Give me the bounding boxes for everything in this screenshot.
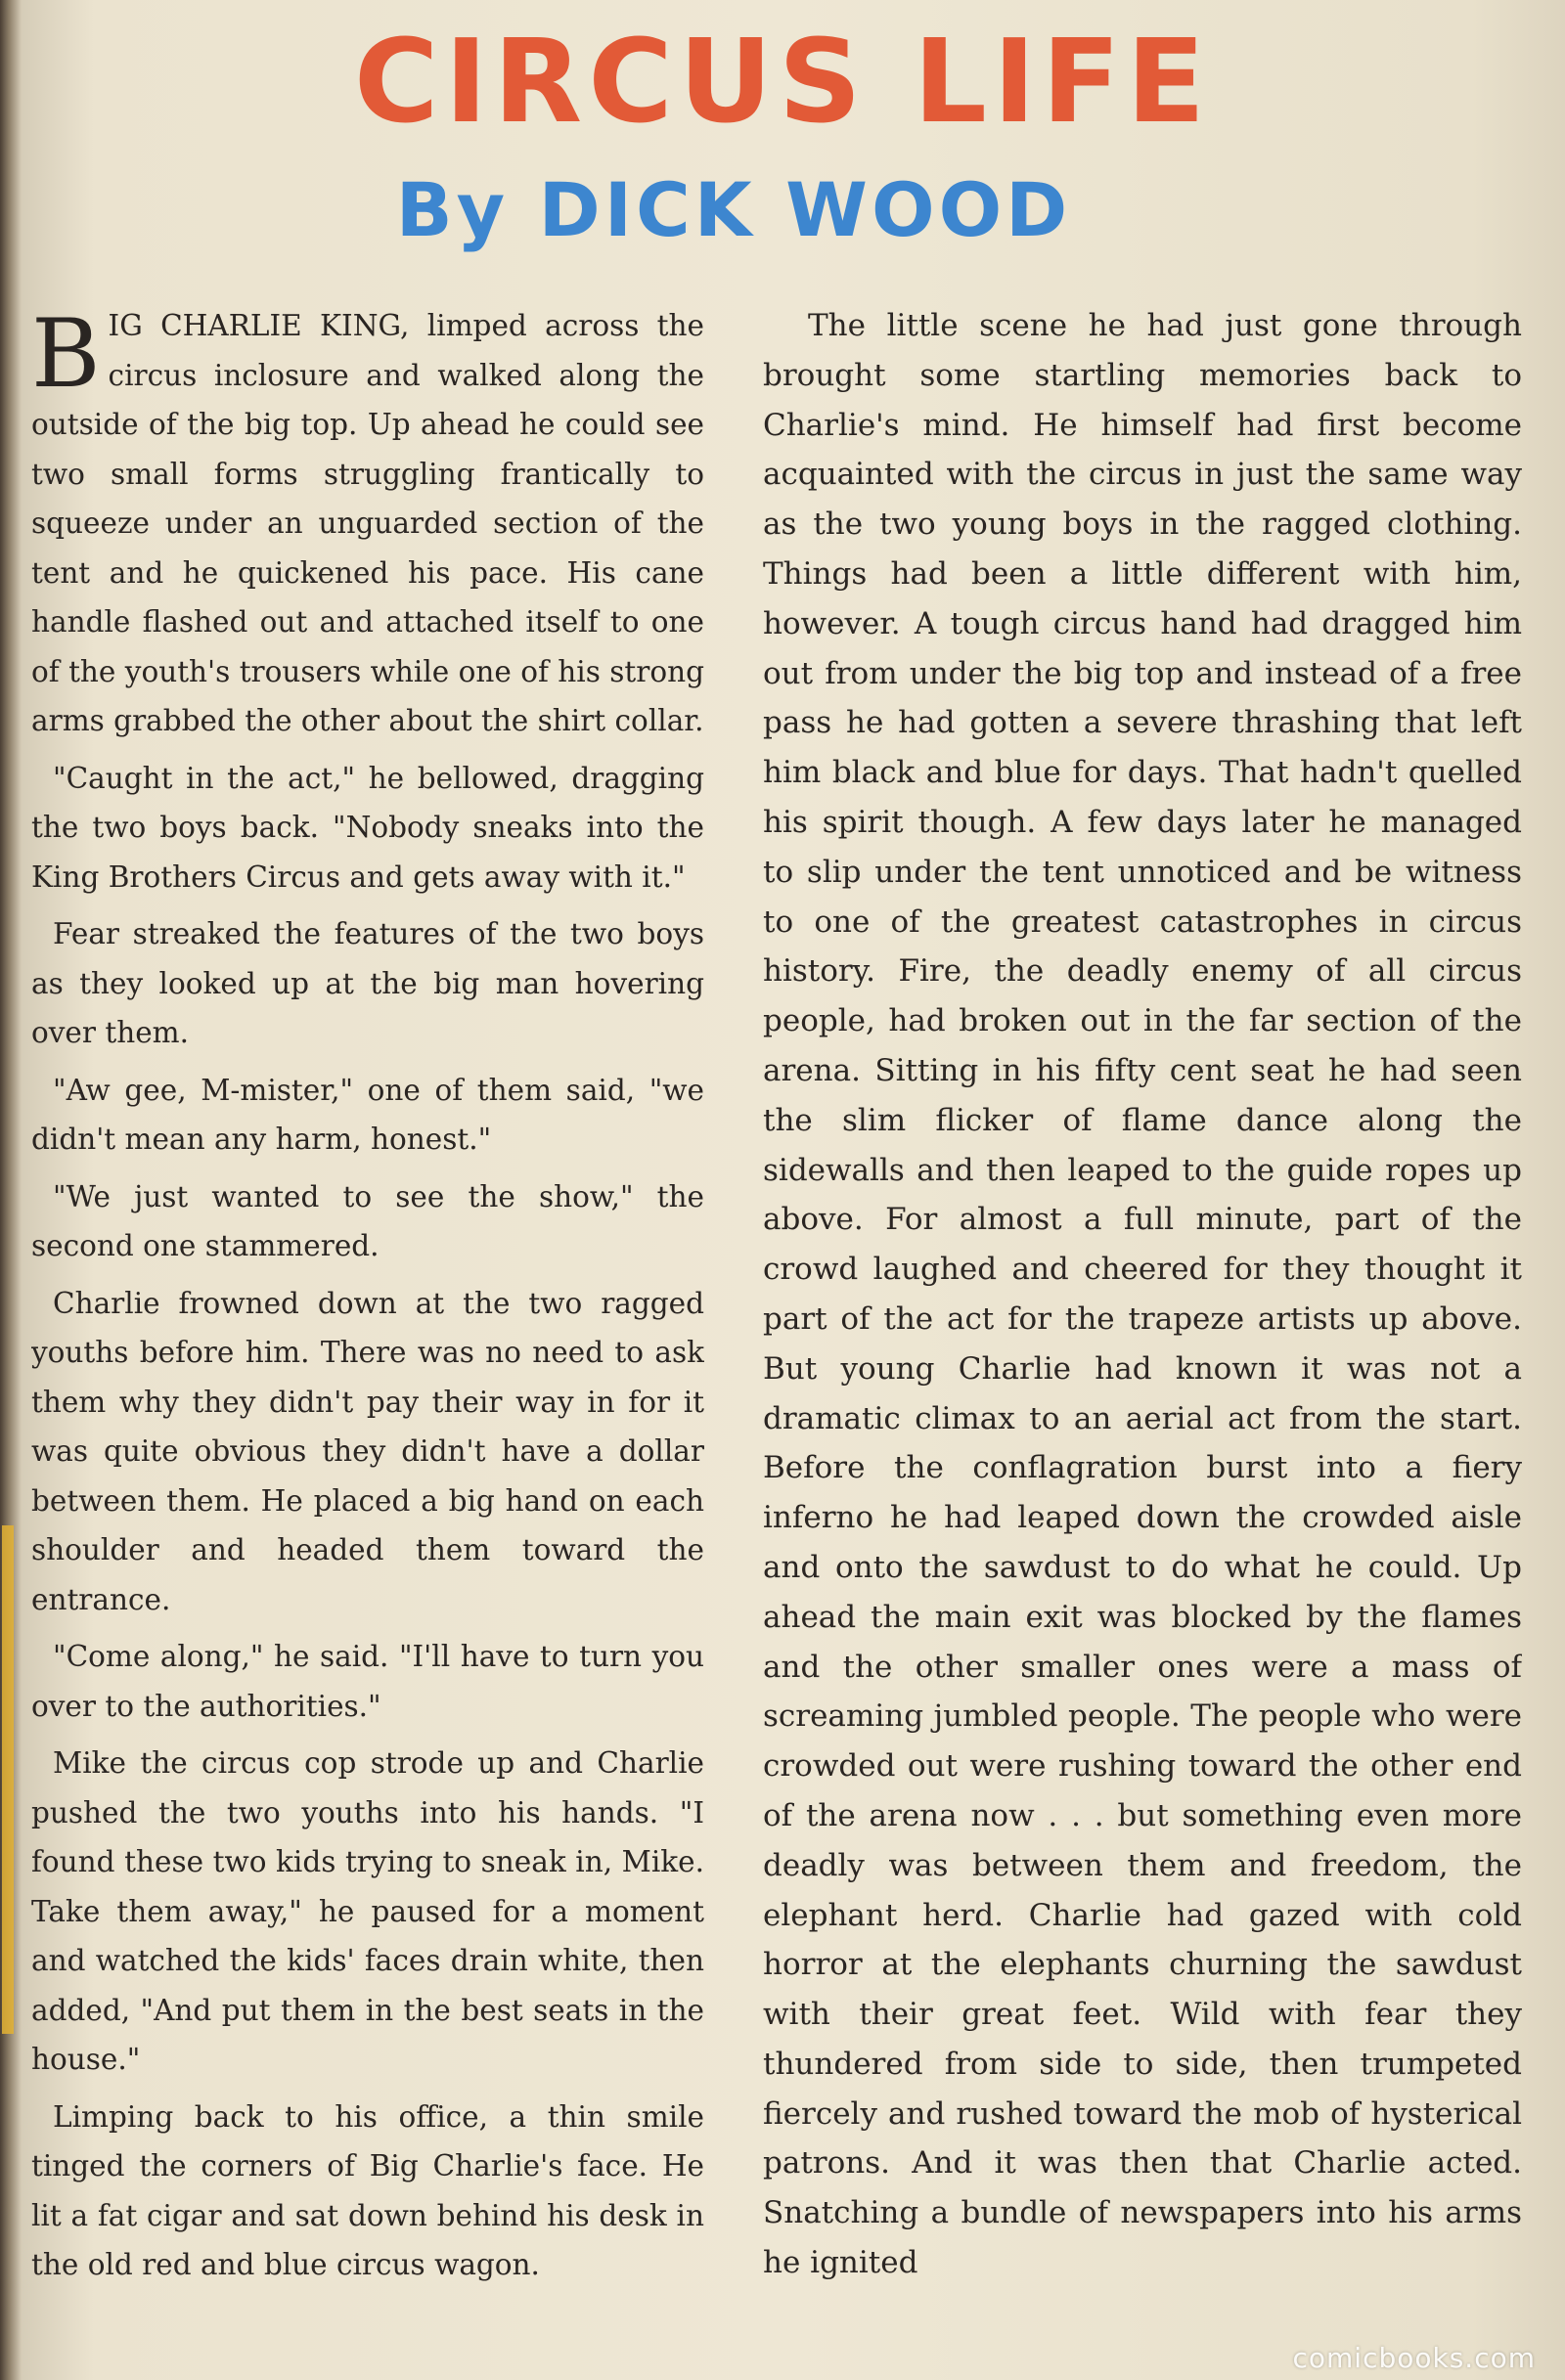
drop-cap: B [31,301,101,409]
paragraph: Mike the circus cop strode up and Charlie pushed the two youths into his hands. "I found these two kids trying to sneak in, Mike. Take them away," he paused for a moment and watched the kids' faces drain white, then added, "And put them in the best seats in the house." [31,1746,704,2076]
paragraph: Charlie frowned down at the two ragged youths before him. There was no need to ask them why they didn't pay their way in for it was quite obvious they didn't have a dollar between them. He placed a big hand on each shoulder and headed them toward the entrance. [31,1286,704,1616]
story-byline: By DICK WOOD [395,166,1072,253]
site-watermark: comicbooks.com [1292,2342,1536,2374]
paragraph [31,301,704,746]
paragraph: Fear streaked the features of the two boys as they looked up at the big man hovering over them. [31,917,704,1049]
adjacent-page-edge [2,1525,14,2034]
paragraph: The little scene he had just gone through brought some startling memories back to Charlie's mind. He himself had first become acquainted with the circus in just the same way as the two young boys in the ragged clothing. Things had been a little different with him, however. A tough circus hand had dragged him out from under the big top and instead of a free pass he had gotten a severe thrashing that left him black and blue for days. That hadn't quelled his spirit though. A few days later he managed to slip under the tent unnoticed and be witness to one of the greatest catastrophes in circus history. Fire, the deadly enemy of all circus people, had broken out in the far section of the arena. Sitting in his fifty cent seat he had seen the slim flicker of flame dance along the sidewalls and then leaped to the guide ropes up above. For almost a full minute, part of the crowd laughed and cheered for they thought it part of the act for the trapeze artists up above. But young Charlie had known it was not a dramatic climax to an aerial act from the start. Before the conflagration burst into a fiery inferno he had leaped down the crowded aisle and onto the sawdust to do what he could. Up ahead the main exit was blocked by the flames and the other smaller ones were a mass of screaming jumbled people. The people who were crowded out were rushing toward the other end of the arena now . . . but something even more deadly was between them and freedom, the elephant herd. Charlie had gazed with cold horror at the elephants churning the sawdust with their great feet. Wild with fear they thundered from side to side, then trumpeted fiercely and rushed toward the mob of hysterical patrons. And it was then that Charlie acted. Snatching a bundle of newspapers into his arms he ignited [763,308,1522,2281]
paragraph: "Come along," he said. "I'll have to turn you over to the authorities." [31,1640,704,1723]
paragraph-text: IG CHARLIE KING, limped across the circus inclosure and walked along the outside of the big top. Up ahead he could see two small forms struggling frantically to squeeze under an unguarded section of the tent and he quickened his pace. His cane handle flashed out and attached itself to one of the youth's trousers while one of his strong arms grabbed the other about the shirt collar. [31,309,704,737]
paragraph: "We just wanted to see the show," the second one stammered. [31,1179,704,1262]
paragraph: "Aw gee, M-mister," one of them said, "we didn't mean any harm, honest." [31,1073,704,1156]
paragraph: Limping back to his office, a thin smile tinged the corners of Big Charlie's face. He lit a fat cigar and sat down behind his desk in the old red and blue circus wagon. [31,2099,704,2281]
paragraph: "Caught in the act," he bellowed, dragging the two boys back. "Nobody sneaks into the King Brothers Circus and gets away with it." [31,761,704,894]
right-text-column [763,301,1522,2335]
left-text-column [31,301,704,2335]
story-title: CIRCUS LIFE [353,14,1212,149]
